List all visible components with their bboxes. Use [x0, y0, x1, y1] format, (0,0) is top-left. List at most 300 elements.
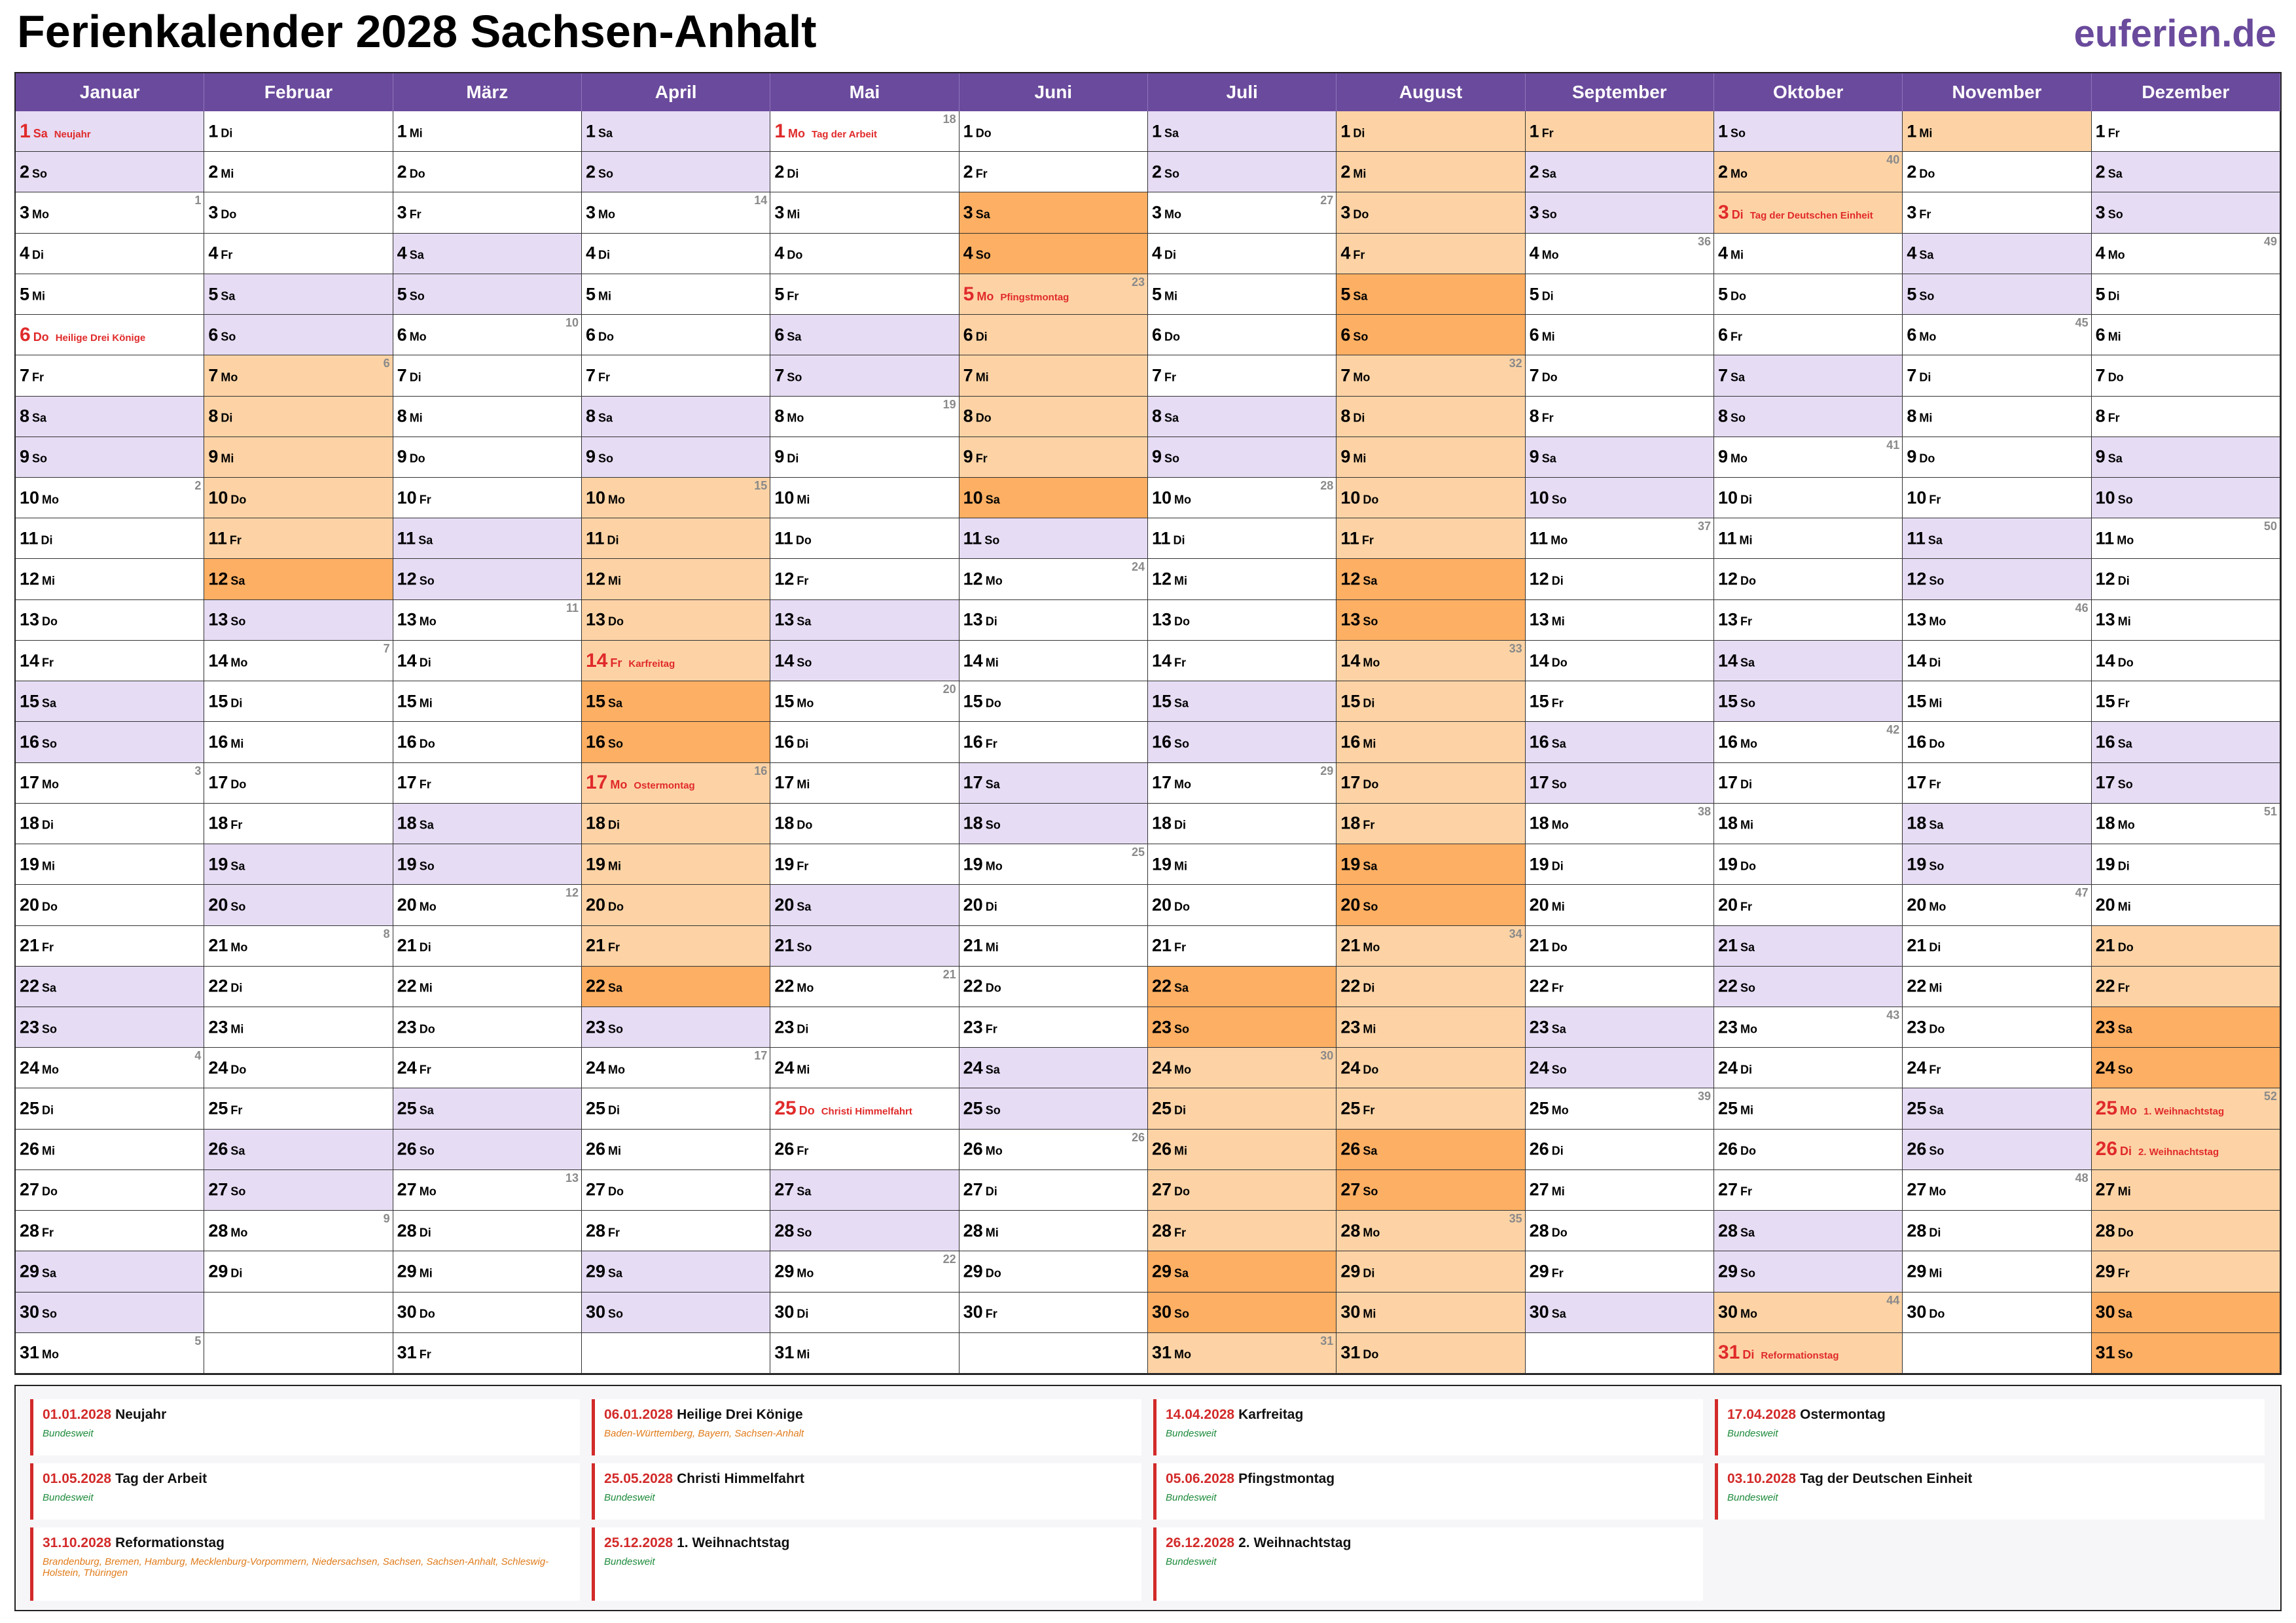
- day-label: [1152, 203, 1181, 223]
- day-cell: [393, 1130, 582, 1170]
- day-number: 8: [1152, 406, 1162, 426]
- brand-logo[interactable]: euferien.de: [2073, 12, 2276, 55]
- weekday-abbr: Mo: [1174, 1347, 1192, 1361]
- weekday-abbr: Mi: [230, 737, 244, 751]
- weekday-abbr: So: [1731, 126, 1746, 140]
- weekday-abbr: Di: [1919, 370, 1931, 384]
- weekday-abbr: Do: [2108, 370, 2124, 384]
- day-label: [20, 203, 49, 223]
- day-label: [1152, 936, 1186, 956]
- weekday-abbr: Do: [1731, 289, 1747, 302]
- weekday-abbr: Mi: [1363, 737, 1376, 751]
- day-label: [208, 895, 245, 915]
- day-number: 20: [586, 895, 606, 915]
- day-label: [586, 569, 621, 590]
- day-label: [1718, 610, 1752, 630]
- day-label: [397, 976, 433, 997]
- day-cell: [393, 518, 582, 559]
- week-number: 16: [754, 764, 768, 777]
- weekday-abbr: Sa: [2117, 737, 2132, 751]
- day-cell: [1903, 844, 2091, 885]
- day-label: [774, 203, 800, 223]
- day-label: [208, 1099, 242, 1119]
- day-cell: [1714, 437, 1903, 478]
- school-holiday-cell: [204, 518, 393, 559]
- weekday-abbr: Di: [607, 533, 619, 547]
- day-number: 23: [586, 1017, 606, 1037]
- day-label: [1340, 854, 1377, 874]
- school-holiday-cell: [1903, 111, 2091, 152]
- day-cell: [770, 478, 959, 518]
- day-cell: [16, 1251, 204, 1292]
- weekday-abbr: Mo: [1919, 330, 1937, 344]
- day-cell: [960, 844, 1148, 885]
- day-cell: [1526, 1170, 1714, 1211]
- day-cell: [1903, 1170, 2091, 1211]
- weekday-abbr: So: [419, 859, 435, 873]
- weekday-abbr: Sa: [608, 1266, 623, 1280]
- weekday-abbr: Do: [975, 411, 992, 425]
- day-number: 3: [1340, 202, 1351, 223]
- day-label: [1152, 732, 1189, 752]
- day-cell: [393, 192, 582, 233]
- day-cell: [1903, 967, 2091, 1007]
- weekday-abbr: Do: [1174, 1185, 1191, 1198]
- day-number: 2: [2095, 162, 2106, 182]
- day-cell: [770, 1007, 959, 1048]
- legend-item: [30, 1527, 580, 1601]
- day-cell: [1148, 600, 1336, 641]
- day-cell: [393, 1007, 582, 1048]
- day-label: [208, 243, 232, 264]
- day-label: [963, 325, 988, 345]
- day-cell: [1526, 1211, 1714, 1251]
- day-label: [2096, 1138, 2219, 1160]
- day-label: [1907, 1302, 1945, 1323]
- day-number: 20: [2095, 895, 2115, 915]
- weekday-abbr: Di: [1363, 981, 1375, 995]
- weekday-abbr: So: [1919, 289, 1935, 302]
- weekday-abbr: Mi: [42, 859, 56, 873]
- day-label: [1907, 773, 1941, 793]
- day-cell: [960, 722, 1148, 762]
- empty-day-cell: [204, 1333, 393, 1374]
- school-holiday-cell: [2092, 1007, 2280, 1048]
- day-cell: [393, 1293, 582, 1333]
- school-holiday-cell: [204, 478, 393, 518]
- day-label: [2096, 1221, 2134, 1241]
- day-label: [208, 528, 242, 548]
- weekday-abbr: Fr: [1929, 493, 1941, 507]
- day-label: [397, 1017, 435, 1037]
- weekday-abbr: Fr: [797, 574, 809, 588]
- day-number: 11: [2095, 528, 2115, 548]
- day-cell: [770, 274, 959, 315]
- day-number: 6: [1340, 325, 1351, 345]
- legend-date: 26.12.2028: [1166, 1535, 1235, 1550]
- week-number: 23: [1131, 275, 1145, 289]
- page-title: Ferienkalender 2028 Sachsen-Anhalt: [17, 6, 817, 57]
- day-cell: [1903, 641, 2091, 681]
- day-label: [1340, 325, 1368, 345]
- weekday-abbr: So: [797, 940, 812, 954]
- day-cell: [582, 315, 770, 355]
- legend-holiday-name: Neujahr: [115, 1407, 167, 1422]
- day-label: [1718, 1058, 1752, 1078]
- weekday-abbr: Fr: [985, 1307, 997, 1321]
- school-holiday-cell: [582, 478, 770, 518]
- day-number: 15: [208, 691, 228, 711]
- month-header: Juli: [1148, 73, 1336, 111]
- day-number: 7: [586, 365, 596, 385]
- weekday-abbr: Di: [221, 126, 233, 140]
- weekday-abbr: Di: [221, 411, 233, 425]
- day-cell: [393, 1170, 582, 1211]
- weekday-abbr: Do: [1363, 1347, 1379, 1361]
- weekday-abbr: Di: [1929, 940, 1941, 954]
- day-label: [20, 284, 45, 304]
- day-number: 7: [2095, 365, 2106, 385]
- day-cell: [770, 518, 959, 559]
- day-label: [586, 976, 622, 997]
- day-number: 17: [963, 772, 983, 793]
- day-label: [586, 1017, 623, 1037]
- day-number: 22: [1152, 976, 1172, 996]
- weekday-abbr: Di: [230, 696, 243, 710]
- day-number: 22: [1718, 976, 1738, 996]
- weekday-abbr: Di: [2120, 1145, 2132, 1158]
- day-cell: [2092, 234, 2280, 274]
- weekday-abbr: Mo: [1174, 493, 1192, 507]
- day-cell: [1148, 274, 1336, 315]
- day-number: 28: [586, 1221, 606, 1241]
- school-holiday-cell: [1148, 1333, 1336, 1374]
- legend-regions: Bundesweit: [43, 1428, 94, 1439]
- day-number: 30: [963, 1302, 983, 1322]
- weekday-abbr: Mo: [409, 330, 427, 344]
- school-holiday-cell: [2092, 1333, 2280, 1374]
- day-label: [586, 528, 619, 548]
- day-cell: [1903, 722, 2091, 762]
- day-cell: [1148, 192, 1336, 233]
- day-label: [1718, 1302, 1757, 1323]
- weekday-abbr: Sa: [1740, 1226, 1755, 1240]
- day-number: 21: [586, 935, 606, 955]
- day-cell: [1903, 885, 2091, 925]
- weekday-abbr: So: [2117, 777, 2133, 791]
- day-label: [1907, 365, 1931, 385]
- weekday-abbr: Fr: [2117, 1266, 2130, 1280]
- weekday-abbr: Do: [608, 900, 624, 914]
- weekday-abbr: Mi: [2117, 615, 2131, 628]
- day-number: 16: [1718, 732, 1738, 752]
- day-number: 24: [963, 1058, 983, 1078]
- day-number: 28: [208, 1221, 228, 1241]
- weekday-abbr: Fr: [42, 940, 54, 954]
- legend-holiday-name: Heilige Drei Könige: [677, 1407, 803, 1422]
- school-holiday-cell: [1336, 397, 1525, 437]
- day-number: 29: [1718, 1261, 1738, 1281]
- day-number: 25: [586, 1098, 606, 1118]
- weekday-abbr: So: [230, 615, 246, 628]
- day-number: 3: [1907, 202, 1917, 223]
- day-label: [1340, 610, 1378, 630]
- weekday-abbr: Fr: [419, 777, 431, 791]
- school-holiday-cell: [582, 926, 770, 967]
- week-number: 4: [194, 1049, 202, 1063]
- day-number: 29: [1529, 1261, 1549, 1281]
- school-holiday-cell: [2092, 1251, 2280, 1292]
- weekday-abbr: So: [598, 167, 614, 181]
- week-number: 12: [565, 886, 579, 900]
- day-label: [963, 1302, 997, 1323]
- weekday-abbr: Mi: [42, 1144, 56, 1158]
- day-label: [1152, 121, 1179, 141]
- day-label: [1907, 528, 1943, 548]
- weekday-abbr: So: [1740, 1266, 1756, 1280]
- day-label: [397, 121, 423, 141]
- weekday-abbr: Di: [598, 248, 611, 262]
- day-number: 20: [1529, 895, 1549, 915]
- day-cell: [1714, 1170, 1903, 1211]
- weekday-abbr: Fr: [1363, 1103, 1375, 1117]
- weekday-abbr: Do: [419, 1022, 435, 1036]
- day-label: [1530, 569, 1564, 590]
- school-holiday-cell: [960, 397, 1148, 437]
- day-number: 15: [1152, 691, 1172, 711]
- day-cell: [204, 885, 393, 925]
- day-label: [963, 1017, 997, 1037]
- day-cell: [1714, 844, 1903, 885]
- day-number: 27: [20, 1179, 40, 1200]
- day-number: 22: [963, 976, 983, 996]
- week-number: 52: [2263, 1090, 2277, 1103]
- day-cell: [1526, 397, 1714, 437]
- day-label: [208, 284, 235, 304]
- week-number: 43: [1886, 1008, 1900, 1022]
- week-number: 19: [942, 397, 956, 411]
- weekday-abbr: Sa: [1363, 1144, 1378, 1158]
- weekday-abbr: Sa: [598, 411, 613, 425]
- day-number: 3: [963, 202, 973, 223]
- day-number: 21: [1340, 935, 1361, 955]
- day-label: [1152, 488, 1191, 508]
- day-cell: [960, 518, 1148, 559]
- day-label: [1530, 651, 1568, 671]
- day-number: 23: [1907, 1017, 1927, 1037]
- day-cell: [1148, 518, 1336, 559]
- day-cell: [1714, 1088, 1903, 1129]
- day-cell: [1714, 1007, 1903, 1048]
- weekday-abbr: Sa: [230, 1144, 245, 1158]
- day-cell: [1903, 763, 2091, 804]
- day-cell: [204, 192, 393, 233]
- day-label: [2096, 284, 2120, 304]
- week-number: 22: [942, 1253, 956, 1266]
- day-number: 28: [2095, 1221, 2115, 1241]
- day-number: 16: [20, 732, 40, 752]
- day-label: [1152, 447, 1179, 467]
- day-label: [1530, 162, 1556, 182]
- day-number: 28: [774, 1221, 795, 1241]
- week-number: 42: [1886, 723, 1900, 737]
- weekday-abbr: Mi: [985, 1226, 999, 1240]
- day-cell: [770, 804, 959, 844]
- weekday-abbr: Fr: [1363, 818, 1375, 832]
- day-cell: [204, 1211, 393, 1251]
- weekday-abbr: Sa: [1353, 289, 1368, 302]
- day-cell: [770, 681, 959, 722]
- day-label: [1530, 1302, 1566, 1323]
- day-label: [1340, 651, 1380, 671]
- day-number: 25: [1529, 1098, 1549, 1118]
- day-number: 20: [1907, 895, 1927, 915]
- holiday-name: 1. Weihnachtstag: [2144, 1106, 2225, 1118]
- day-cell: [2092, 885, 2280, 925]
- day-number: 5: [208, 284, 219, 304]
- day-number: 14: [1718, 651, 1738, 671]
- day-cell: [1903, 600, 2091, 641]
- day-label: [1718, 732, 1757, 752]
- day-label: [208, 162, 234, 182]
- day-cell: [393, 926, 582, 967]
- day-cell: [960, 804, 1148, 844]
- week-number: 37: [1697, 520, 1711, 533]
- day-cell: [393, 315, 582, 355]
- day-number: 13: [208, 609, 228, 630]
- weekday-abbr: Mo: [985, 859, 1003, 873]
- day-cell: [582, 1088, 770, 1129]
- weekday-abbr: Mo: [797, 696, 814, 710]
- weekday-abbr: Do: [1174, 615, 1191, 628]
- day-cell: [960, 885, 1148, 925]
- weekday-abbr: So: [2117, 493, 2133, 507]
- day-number: 31: [1152, 1342, 1172, 1363]
- day-label: [20, 1221, 54, 1241]
- day-label: [1718, 1099, 1753, 1119]
- day-label: [1530, 854, 1564, 874]
- day-number: 14: [2095, 651, 2115, 671]
- day-cell: [2092, 559, 2280, 599]
- empty-day-cell: [204, 1293, 393, 1333]
- day-number: 12: [963, 569, 983, 589]
- day-label: [208, 406, 232, 427]
- day-label: [208, 447, 234, 467]
- day-cell: [1903, 681, 2091, 722]
- month-header: September: [1526, 73, 1714, 111]
- day-label: [208, 1058, 246, 1078]
- day-cell: [770, 1333, 959, 1374]
- week-number: 46: [2075, 601, 2089, 615]
- weekday-abbr: Fr: [975, 167, 988, 181]
- day-cell: [1148, 315, 1336, 355]
- day-label: [1530, 895, 1565, 915]
- day-label: [2096, 651, 2134, 671]
- day-cell: [16, 681, 204, 722]
- day-number: 25: [1907, 1098, 1927, 1118]
- weekday-abbr: Mo: [1541, 248, 1559, 262]
- day-label: [1340, 243, 1365, 264]
- day-cell: [1903, 315, 2091, 355]
- day-cell: [1148, 641, 1336, 681]
- day-number: 9: [1529, 446, 1539, 467]
- weekday-abbr: Mo: [788, 126, 806, 140]
- day-cell: [204, 1251, 393, 1292]
- school-holiday-cell: [1336, 926, 1525, 967]
- day-cell: [204, 722, 393, 762]
- legend-holiday-name: 1. Weihnachtstag: [677, 1535, 790, 1550]
- weekday-abbr: Mo: [1551, 533, 1568, 547]
- legend-date: 01.05.2028: [43, 1471, 112, 1486]
- day-number: 16: [2095, 732, 2115, 752]
- day-label: [1907, 1099, 1943, 1119]
- day-number: 29: [1152, 1261, 1172, 1281]
- day-label: [963, 651, 999, 671]
- weekday-abbr: Mo: [1174, 777, 1192, 791]
- week-number: 34: [1509, 927, 1522, 940]
- day-cell: [582, 234, 770, 274]
- day-label: [2096, 325, 2121, 345]
- day-label: [397, 1261, 433, 1281]
- day-label: [2096, 406, 2120, 427]
- day-cell: [393, 600, 582, 641]
- day-cell: [582, 1007, 770, 1048]
- day-label: [1530, 813, 1569, 834]
- week-number: 35: [1509, 1212, 1522, 1226]
- day-label: [397, 1302, 435, 1323]
- week-number: 24: [1131, 560, 1145, 574]
- weekday-abbr: Mo: [42, 1063, 60, 1077]
- day-label: [1907, 1221, 1941, 1241]
- weekday-abbr: Sa: [1551, 1022, 1566, 1036]
- legend-item: [30, 1463, 580, 1520]
- day-cell: [204, 600, 393, 641]
- day-label: [1907, 651, 1941, 671]
- day-number: 17: [1718, 772, 1738, 793]
- day-number: 3: [1529, 202, 1539, 223]
- weekday-abbr: Di: [1164, 248, 1177, 262]
- weekday-abbr: Fr: [1174, 656, 1187, 669]
- weekday-abbr: Sa: [419, 1103, 434, 1117]
- day-number: 1: [20, 120, 31, 142]
- weekday-abbr: Do: [1363, 493, 1379, 507]
- school-holiday-cell: [1336, 1333, 1525, 1374]
- day-label: [963, 243, 991, 264]
- weekday-abbr: Fr: [1740, 1185, 1753, 1198]
- day-label: [1530, 1221, 1568, 1241]
- day-label: [1152, 406, 1179, 427]
- day-cell: [1903, 478, 2091, 518]
- weekday-abbr: Do: [975, 126, 992, 140]
- day-cell: [1714, 763, 1903, 804]
- day-label: [1907, 121, 1932, 141]
- day-cell: [770, 641, 959, 681]
- day-number: 10: [586, 488, 606, 508]
- weekday-abbr: Di: [608, 1103, 620, 1117]
- weekday-abbr: Mi: [1164, 289, 1178, 302]
- day-label: [586, 447, 613, 467]
- day-number: 8: [1529, 406, 1539, 426]
- day-cell: [393, 1251, 582, 1292]
- day-number: 19: [1152, 854, 1172, 874]
- day-label: [1718, 121, 1746, 141]
- day-label: [774, 162, 798, 182]
- week-number: 14: [754, 194, 768, 207]
- day-cell: [1148, 152, 1336, 192]
- day-number: 21: [1152, 935, 1172, 955]
- day-label: [1530, 732, 1566, 752]
- school-holiday-cell: [2092, 1293, 2280, 1333]
